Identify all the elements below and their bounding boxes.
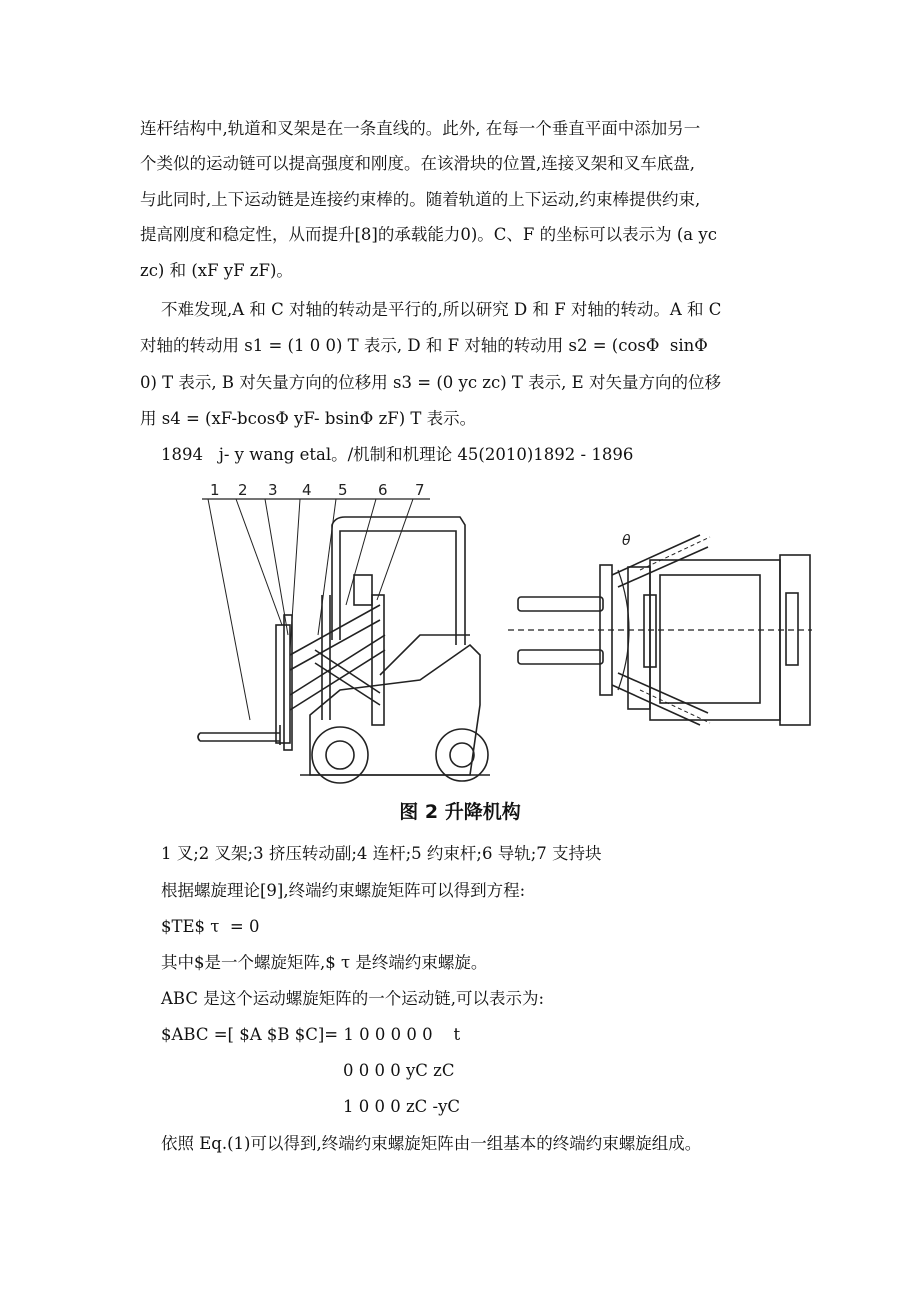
matrix-row-2: 0 0 0 0 yC zC: [343, 1061, 455, 1080]
equation-abc: $ABC =[ $A $B $C]= 1 0 0 0 0 0 t: [140, 1025, 461, 1044]
para2-line-3: 0) T 表示, B 对矢量方向的位移用 s3 = (0 yc zc) T 表示, E 对矢量方向的位移: [140, 373, 721, 392]
part-label-6: 6: [378, 481, 388, 499]
para1-line-3: 与此同时,上下运动链是连接约束棒的。随着轨道的上下运动,约束棒提供约束,: [140, 190, 701, 209]
para1-line-4: 提高刚度和稳定性，从而提升[8]的承载能力0)。C、F 的坐标可以表示为 (a yc: [140, 225, 717, 244]
lift-mechanism-figure: [0, 475, 920, 785]
forklift-top-view: [508, 533, 812, 725]
matrix-row-3: 1 0 0 0 zC -yC: [343, 1097, 461, 1116]
equation-te: $TE$ τ = 0: [140, 917, 260, 936]
para2-line-2: 对轴的转动用 s1 = (1 0 0) T 表示, D 和 F 对轴的转动用 s2 = (cosΦ sinΦ: [140, 336, 708, 355]
para1-line-1: 连杆结构中,轨道和叉架是在一条直线的。此外, 在每一个垂直平面中添加另一: [140, 119, 701, 138]
para1-line-5: zc) 和 (xF yF zF)。: [140, 261, 293, 280]
theta-label: θ: [622, 533, 631, 549]
part-label-1: 1: [210, 481, 220, 499]
body-line-4: ABC 是这个运动螺旋矩阵的一个运动链,可以表示为:: [140, 989, 545, 1008]
body-line-3: 其中$是一个螺旋矩阵,$ τ 是终端约束螺旋。: [140, 953, 488, 972]
figure-legend: 1 叉;2 叉架;3 挤压转动副;4 连杆;5 约束杆;6 导轨;7 支持块: [140, 844, 602, 863]
final-line: 依照 Eq.(1)可以得到,终端约束螺旋矩阵由一组基本的终端约束螺旋组成。: [140, 1134, 702, 1153]
reference-line: 1894 j- y wang etal。/机制和机理论 45(2010)1892 - 1896: [140, 445, 634, 464]
part-label-2: 2: [238, 481, 248, 499]
para2-line-4: 用 s4 = (xF-bcosΦ yF- bsinΦ zF) T 表示。: [140, 409, 477, 428]
forklift-side-view: [198, 517, 490, 783]
part-label-4: 4: [302, 481, 312, 499]
part-label-3: 3: [268, 481, 278, 499]
para2-line-1: 不难发现,A 和 C 对轴的转动是平行的,所以研究 D 和 F 对轴的转动。A 和 C: [140, 300, 722, 319]
part-label-7: 7: [415, 481, 425, 499]
para1-line-2: 个类似的运动链可以提高强度和刚度。在该滑块的位置,连接叉架和叉车底盘,: [140, 154, 695, 173]
body-line-1: 根据螺旋理论[9],终端约束螺旋矩阵可以得到方程:: [140, 881, 526, 900]
figure-caption: 图 2 升降机构: [399, 801, 521, 823]
part-label-5: 5: [338, 481, 348, 499]
